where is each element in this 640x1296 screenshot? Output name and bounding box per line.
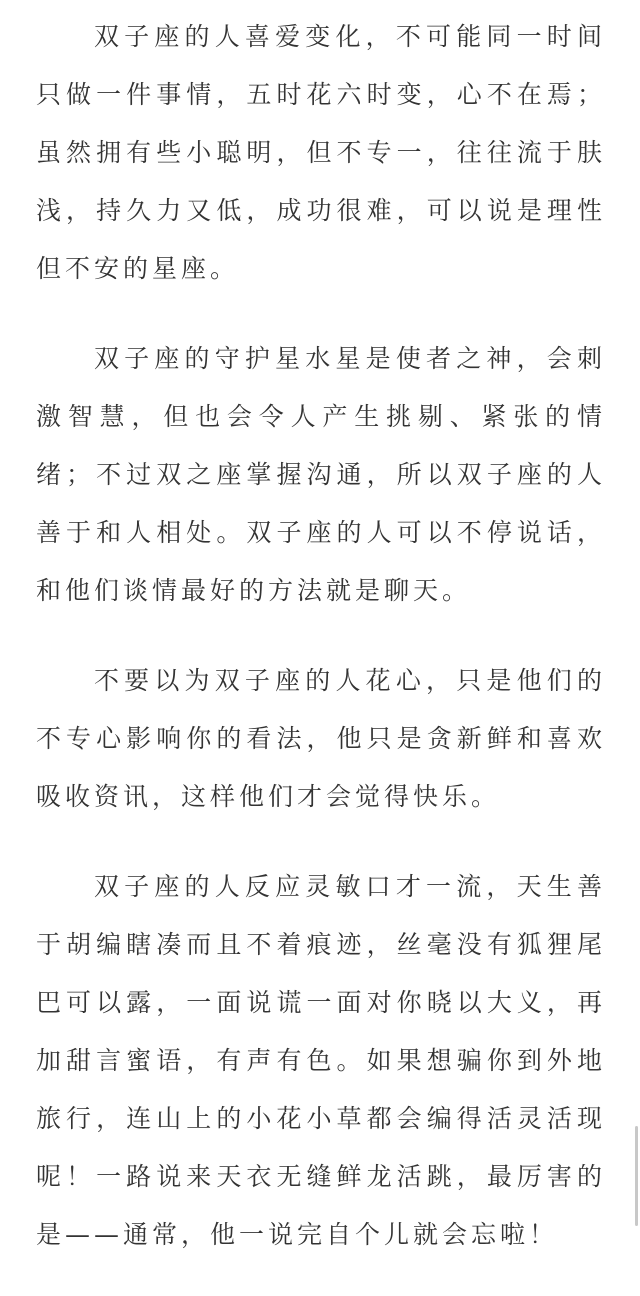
article-paragraph: 双子座的守护星水星是使者之神，会刺激智慧，但也会令人产生挑剔、紧张的情绪；不过双之座掌握沟通，所以双子座的人善于和人相处。双子座的人可以不停说话，和他们谈情最好的方法就是聊天。 xyxy=(36,344,606,605)
article-body xyxy=(36,8,606,1296)
article-paragraph: 不要以为双子座的人花心，只是他们的不专心影响你的看法，他只是贪新鲜和喜欢吸收资讯，这样他们才会觉得快乐。 xyxy=(36,666,606,811)
article-paragraph: 双子座的人喜爱变化，不可能同一时间只做一件事情，五时花六时变，心不在焉；虽然拥有些小聪明，但不专一，往往流于肤浅，持久力又低，成功很难，可以说是理性但不安的星座。 xyxy=(36,22,606,283)
article-paragraph: 双子座的人反应灵敏口才一流，天生善于胡编瞎凑而且不着痕迹，丝毫没有狐狸尾巴可以露，一面说谎一面对你晓以大义，再加甜言蜜语，有声有色。如果想骗你到外地旅行，连山上的小花小草都会编得活灵活现呢！一路说来天衣无缝鲜龙活跳，最厉害的是——通常，他一说完自个儿就会忘啦！ xyxy=(36,872,606,1249)
scrollbar-thumb[interactable] xyxy=(635,1126,638,1226)
